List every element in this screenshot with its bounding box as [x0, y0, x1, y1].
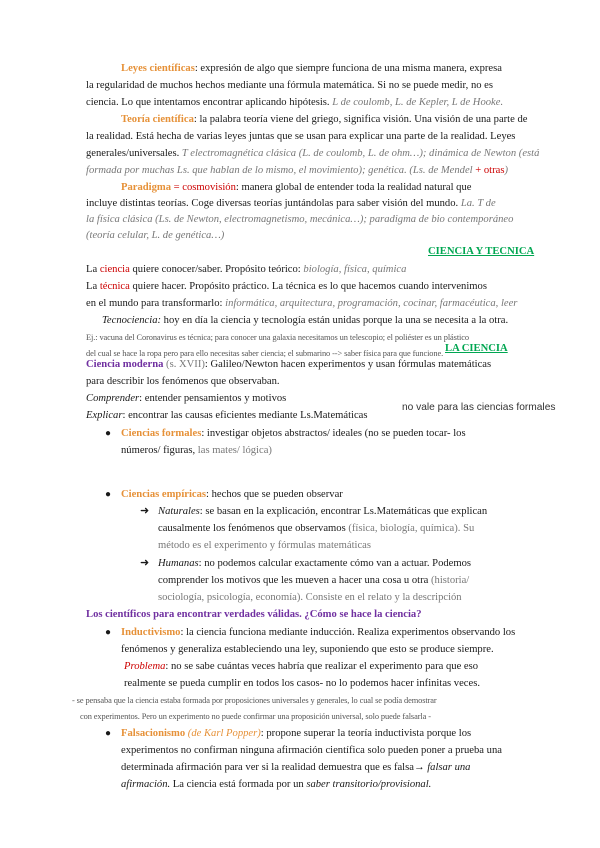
line — [86, 197, 496, 210]
text: causalmente los fenómenos que observamos — [158, 523, 349, 534]
italic-text: afirmación. — [121, 779, 171, 790]
line — [86, 297, 517, 310]
line — [121, 62, 502, 75]
term-teoria: Teoría científica — [121, 114, 194, 125]
line — [102, 314, 508, 327]
bullet-icon: ● — [105, 428, 112, 439]
line — [86, 358, 491, 371]
line — [158, 522, 474, 535]
gray-text: (de Karl Popper) — [185, 728, 261, 739]
example-text: biología, física, química — [303, 264, 407, 275]
line: fenómenos y generaliza estableciendo una ley, suponiendo que esto se produce siempre. — [121, 644, 494, 655]
line — [158, 574, 469, 587]
section-heading: LA CIENCIA — [445, 343, 508, 354]
text: hoy en día la ciencia y tecnología están unidas porque la una se necesita a la otra. — [161, 315, 509, 326]
text: : investigar objetos abstractos/ ideales (no se pueden tocar- los — [201, 428, 466, 439]
term-tecnica: técnica — [99, 281, 130, 292]
arrow-icon: ➜ — [140, 557, 150, 569]
text: La — [86, 264, 100, 275]
text: : no se sabe cuántas veces habría que realizar el experimento para que eso — [165, 661, 479, 672]
line — [158, 539, 371, 552]
text: números/ figuras, — [121, 445, 198, 456]
gray-text: sociología, psicología, economía). Consiste en el relato y la descripción — [158, 592, 462, 603]
text: : la palabra teoría viene del griego, significa visión. Una visión de una parte de — [193, 114, 528, 125]
side-note: no vale para las ciencias formales — [402, 402, 556, 413]
text: : la ciencia funciona mediante inducción. Realiza experimentos observando los — [180, 627, 516, 638]
line — [158, 557, 471, 570]
term-humanas: Humanas — [158, 558, 199, 569]
line — [86, 96, 503, 109]
term-problema: Problema — [124, 661, 166, 672]
example-text: L de coulomb, L. de Kepler, L de Hooke. — [332, 97, 504, 108]
example-text: formada por muchas Ls. que hablan de lo mismo, el movimiento); genética. (Ls. de Mendel — [86, 165, 476, 176]
text: ciencia. Lo que intentamos encontrar aplicando hipótesis. — [86, 97, 333, 108]
line — [121, 444, 272, 457]
line — [158, 505, 487, 518]
text: La ciencia está formada por un — [170, 779, 307, 790]
line — [86, 164, 508, 177]
text: : no podemos calcular exactamente cómo van a actuar. Podemos — [198, 558, 472, 569]
small-note: con experimentos. Pero un experimento no puede confirmar una proposición universal, solo puede falsarla - — [80, 712, 431, 721]
text: : manera global de entender toda la realidad natural que — [235, 182, 472, 193]
text: comprender los motivos que les mueven a hacer una cosa u otra — [158, 575, 431, 586]
text: La — [86, 281, 100, 292]
red-text: + otras — [475, 165, 505, 176]
line: la regularidad de muchos hechos mediante una fórmula matemática. Si no se puede medir, no es — [86, 80, 494, 91]
line — [121, 727, 471, 740]
gray-text: (historia/ — [431, 575, 470, 586]
example-text: (teoría celular, L. de genética…) — [86, 230, 225, 241]
term-naturales: Naturales — [158, 506, 200, 517]
example-text: T electromagnética clásica (L. de coulomb, L. de ohm…); dinámica de Newton (está — [181, 148, 540, 159]
term-ciencias-empiricas: Ciencias empíricas — [121, 489, 207, 500]
bullet-icon: ● — [105, 489, 112, 500]
text: : hechos que se pueden observar — [206, 489, 343, 500]
term-falsacionismo: Falsacionismo — [121, 728, 186, 739]
line — [86, 229, 224, 242]
italic-text: falsar una — [427, 762, 471, 773]
example-text: la física clásica (Ls. de Newton, electromagnetismo, mecánica…); paradigma de bio contemporáneo — [86, 214, 514, 225]
gray-text: (física, biología, química). Su — [348, 523, 475, 534]
term-comprender: Comprender — [86, 393, 140, 404]
gray-text: las mates/ lógica) — [197, 445, 272, 456]
text: : propone superar la teoría inductivista porque los — [260, 728, 472, 739]
small-note: del cual se hace la ropa pero para ello necesitas saber ciencia; el submarino --> saber física para que funcione. — [86, 349, 444, 358]
term-inductivismo: Inductivismo — [121, 627, 181, 638]
text: determinada afirmación para ver si la realidad demuestra que es falsa→ — [121, 762, 428, 773]
line — [121, 761, 470, 774]
line — [158, 591, 462, 604]
text: en el mundo para transformarlo: — [86, 298, 226, 309]
text: quiere hacer. Propósito práctico. La técnica es lo que hacemos cuando intervenimos — [129, 281, 487, 292]
text: quiere conocer/saber. Propósito teórico: — [129, 264, 304, 275]
line — [121, 488, 343, 501]
line: experimentos no confirman ninguna afirmación científica solo pueden poner a prueba una — [121, 745, 502, 756]
line — [121, 427, 466, 440]
term-ciencia: ciencia — [99, 264, 130, 275]
term-ciencia-moderna: Ciencia moderna — [86, 359, 164, 370]
term-explicar: Explicar — [86, 410, 123, 421]
term-paradigma: Paradigma — [121, 182, 172, 193]
text: : encontrar las causas eficientes mediante Ls.Matemáticas — [122, 410, 368, 421]
line — [86, 409, 368, 422]
arrow-icon: ➜ — [140, 505, 150, 517]
gray-text: método es el experimento y fórmulas matemáticas — [158, 540, 371, 551]
bullet-icon: ● — [105, 728, 112, 739]
line — [121, 181, 471, 194]
section-heading: CIENCIA Y TECNICA — [428, 246, 535, 257]
text: incluye distintas teorías. Coge diversas teorías juntándolas para saber visión del mundo. — [86, 198, 461, 209]
line — [86, 147, 539, 160]
line — [124, 660, 478, 673]
text: : Galileo/Newton hacen experimentos y usan fórmulas matemáticas — [204, 359, 492, 370]
line — [86, 213, 513, 226]
term-ciencias-formales: Ciencias formales — [121, 428, 202, 439]
line: para describir los fenómenos que observaban. — [86, 376, 280, 387]
text: generales/universales. — [86, 148, 182, 159]
small-note: Ej.: vacuna del Coronavirus es técnica; para conocer una galaxia necesitamos un telescopio; el poliéster es un plástico — [86, 333, 469, 342]
line — [86, 392, 286, 405]
term-tecnociencia: Tecnociencia: — [102, 315, 162, 326]
question-heading: Los científicos para encontrar verdades válidas. ¿Cómo se hace la ciencia? — [86, 609, 422, 620]
text: : se basan en la explicación, encontrar Ls.Matemáticas que explican — [199, 506, 488, 517]
gray-text: (s. XVII) — [163, 359, 205, 370]
line — [121, 778, 431, 791]
example-text: informática, arquitectura, programación, cocinar, farmacéutica, leer — [225, 298, 518, 309]
line — [86, 263, 406, 276]
line — [86, 280, 487, 293]
italic-text: saber transitorio/provisional. — [306, 779, 432, 790]
red-text: = cosmovisión — [171, 182, 236, 193]
line: realmente se pueda cumplir en todos los casos- no lo podemos hacer infinitas veces. — [124, 678, 480, 689]
example-text: ) — [504, 165, 509, 176]
example-text: La. T de — [460, 198, 496, 209]
line — [121, 113, 527, 126]
bullet-icon: ● — [105, 627, 112, 638]
text: : expresión de algo que siempre funciona de una misma manera, expresa — [194, 63, 502, 74]
line: la realidad. Está hecha de varias leyes juntas que se usan para explicar una parte de la realidad. Leyes — [86, 131, 516, 142]
small-note: - se pensaba que la ciencia estaba formada por proposiciones universales y generales, lo cual se podía demostrar — [72, 696, 437, 705]
line — [121, 626, 515, 639]
term-leyes: Leyes científicas — [121, 63, 195, 74]
text: : entender pensamientos y motivos — [139, 393, 287, 404]
